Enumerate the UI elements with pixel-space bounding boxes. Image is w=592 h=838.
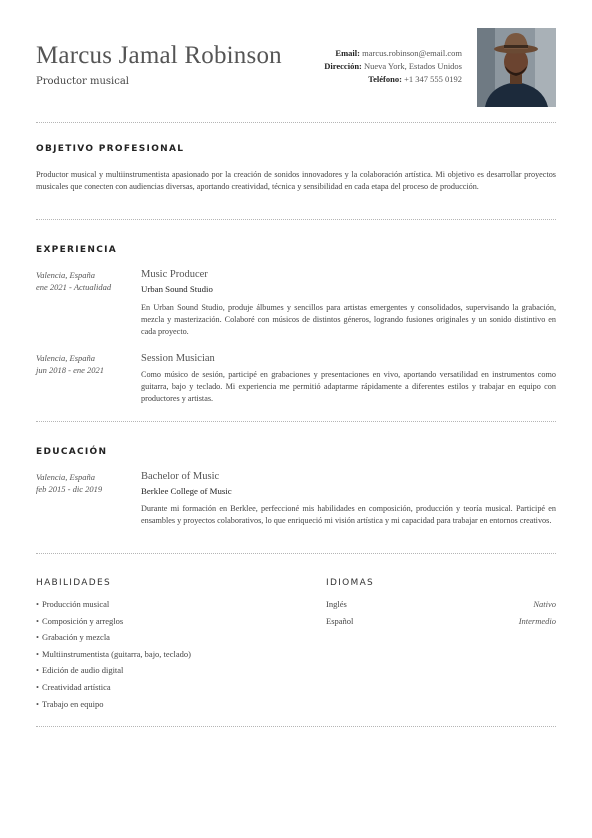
list-item: • Edición de audio digital (36, 662, 191, 679)
address-value: Nueva York, Estados Unidos (364, 61, 462, 71)
language-name: Español (326, 616, 354, 626)
list-item: • Multiinstrumentista (guitarra, bajo, teclado) (36, 646, 191, 663)
email-label: Email: (335, 48, 360, 58)
experience-2-role: Session Musician (141, 353, 215, 364)
language-row (326, 599, 556, 616)
experience-1-description: En Urban Sound Studio, produje álbumes y sencillos para artistas emergentes y consolidados, supervisando la grabación, mezcla y masterización. Colaboré con músicos de distintos géneros, logrando fusiones originales y un sonido distintivo en cada proyecto. (141, 303, 556, 336)
language-row (326, 616, 556, 633)
experience-2-location: Valencia, España (36, 353, 96, 363)
divider (36, 219, 556, 220)
profile-photo (477, 28, 556, 107)
languages-list (326, 599, 556, 633)
list-item: • Grabación y mezcla (36, 629, 191, 646)
portrait-illustration (477, 28, 556, 107)
languages-heading: IDIOMAS (326, 578, 375, 588)
experience-1-location: Valencia, España (36, 270, 96, 280)
email-value: marcus.robinson@email.com (362, 48, 462, 58)
contact-block (324, 47, 462, 86)
divider (36, 553, 556, 554)
experience-1-dates: ene 2021 - Actualidad (36, 282, 112, 292)
education-1-dates: feb 2015 - dic 2019 (36, 484, 103, 494)
phone-value: +1 347 555 0192 (404, 74, 462, 84)
experience-heading: EXPERIENCIA (36, 245, 118, 255)
candidate-name: Marcus Jamal Robinson (36, 42, 282, 69)
education-1-location: Valencia, España (36, 472, 96, 482)
list-item: • Trabajo en equipo (36, 696, 191, 713)
experience-2-description: Como músico de sesión, participé en grabaciones y presentaciones en vivo, aportando versatilidad en instrumentos como guitarra, bajo y teclado. Mi experiencia me permitió adaptarme rápidamente a diferentes estilos y trabajar en equipo con productores y artistas. (141, 370, 556, 403)
objective-text: Productor musical y multiinstrumentista apasionado por la creación de sonidos innovadores y la colaboración artística. Mi objetivo es desarrollar proyectos musicales que conecten con audiencias diversas, aportando creatividad, técnica y sensibilidad en cada etapa del proceso de producción. (36, 170, 556, 191)
experience-2-dates: jun 2018 - ene 2021 (36, 365, 104, 375)
phone-label: Teléfono: (368, 74, 402, 84)
divider (36, 421, 556, 422)
experience-1-role: Music Producer (141, 269, 208, 280)
address-label: Dirección: (324, 61, 362, 71)
language-level: Intermedio (518, 616, 556, 626)
language-name: Inglés (326, 599, 347, 609)
language-level: Nativo (533, 599, 556, 609)
list-item: • Creatividad artística (36, 679, 191, 696)
education-1-description: Durante mi formación en Berklee, perfeccioné mis habilidades en composición, producción y teoría musical. Participé en ensambles y proyectos colaborativos, lo que enriqueció mi visión artística y mi capacidad para trabajar en entornos creativos. (141, 504, 556, 525)
objective-heading: OBJETIVO PROFESIONAL (36, 144, 185, 154)
education-heading: EDUCACIÓN (36, 447, 108, 457)
skills-heading: HABILIDADES (36, 578, 111, 588)
list-item: • Producción musical (36, 596, 191, 613)
divider (36, 726, 556, 727)
education-1-institution: Berklee College of Music (141, 486, 232, 496)
experience-1-org: Urban Sound Studio (141, 284, 213, 294)
divider (36, 122, 556, 123)
skills-list (36, 596, 191, 712)
list-item: • Composición y arreglos (36, 613, 191, 630)
candidate-title: Productor musical (36, 76, 129, 87)
education-1-degree: Bachelor of Music (141, 471, 220, 482)
